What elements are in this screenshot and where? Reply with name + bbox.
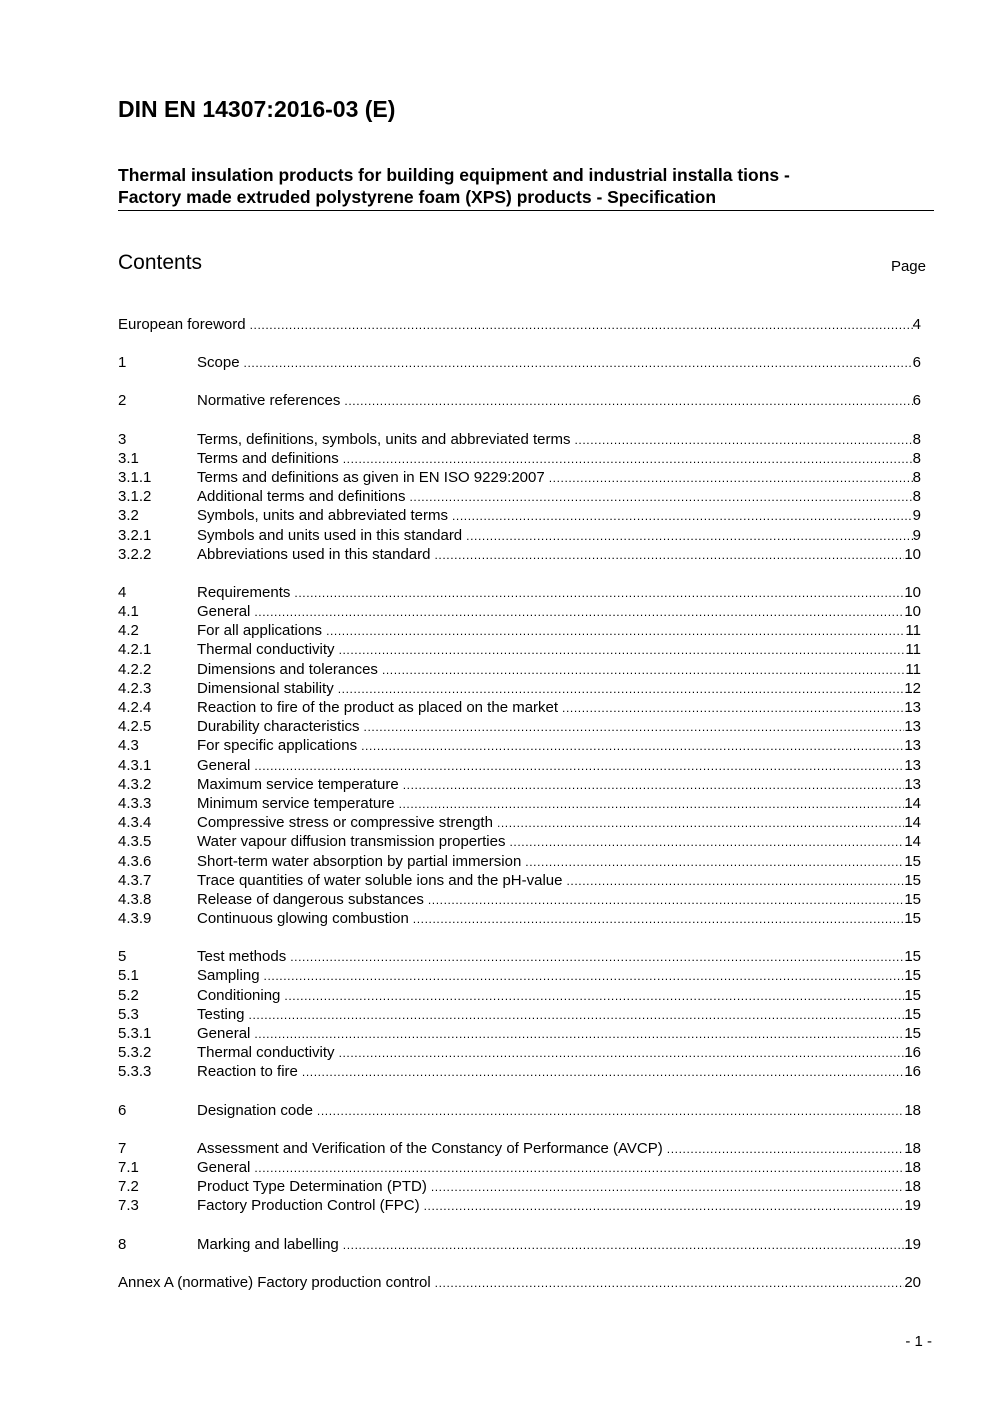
toc-entry-page: 8 <box>912 468 921 486</box>
toc-entry-title: Additional terms and definitions <box>197 488 406 506</box>
toc-dot-leader <box>250 316 913 335</box>
toc-entry[interactable] <box>118 430 921 449</box>
toc-entry[interactable] <box>118 449 921 468</box>
toc-entry-number: 3.2.1 <box>118 526 152 544</box>
contents-heading: Contents <box>118 251 203 274</box>
toc-dot-leader <box>509 833 904 852</box>
toc-entry[interactable] <box>118 1196 921 1215</box>
toc-entry-number: 4.2.1 <box>118 641 152 659</box>
toc-entry-title: Designation code <box>197 1101 313 1119</box>
toc-entry-page: 13 <box>904 737 921 755</box>
page-number: - 1 - <box>905 1333 932 1350</box>
toc-entry[interactable] <box>118 717 921 736</box>
toc-dot-leader <box>339 1044 905 1063</box>
toc-entry-title: Reaction to fire <box>197 1063 298 1081</box>
subtitle-line-1: Thermal insulation products for building equipment and industrial installa tions - <box>118 165 790 185</box>
toc-entry-page: 11 <box>905 622 921 640</box>
toc-dot-leader <box>403 776 905 795</box>
toc-dot-leader <box>435 1274 905 1293</box>
toc-entry[interactable] <box>118 966 921 985</box>
toc-entry[interactable] <box>118 1235 921 1254</box>
toc-dot-leader <box>452 507 913 526</box>
toc-entry-title: Requirements <box>197 583 291 601</box>
toc-entry[interactable] <box>118 545 921 564</box>
toc-entry-page: 13 <box>904 756 921 774</box>
toc-dot-leader <box>244 354 913 373</box>
toc-entry[interactable] <box>118 947 921 966</box>
toc-entry-title: Scope <box>197 354 240 372</box>
toc-entry-page: 15 <box>904 910 921 928</box>
toc-entry-page: 14 <box>904 833 921 851</box>
toc-entry-number: 4.3.5 <box>118 833 152 851</box>
toc-entry[interactable] <box>118 621 921 640</box>
toc-entry[interactable] <box>118 640 921 659</box>
toc-dot-leader <box>361 737 904 756</box>
toc-entry-title: General <box>197 603 251 621</box>
toc-entry-page: 16 <box>904 1063 921 1081</box>
toc-entry-page: 9 <box>912 526 921 544</box>
toc-entry-number: 4.3.1 <box>118 756 152 774</box>
toc-entry-page: 11 <box>905 660 921 678</box>
toc-entry-page: 9 <box>912 507 921 525</box>
toc-entry-title: Marking and labelling <box>197 1235 339 1253</box>
toc-entry-page: 15 <box>904 967 921 985</box>
toc-entry-title: Assessment and Verification of the Constancy of Performance (AVCP) <box>197 1139 663 1157</box>
page-column-label: Page <box>890 258 926 275</box>
toc-entry-number: 4.3.3 <box>118 794 152 812</box>
toc-entry[interactable] <box>118 756 921 775</box>
toc-entry-page: 10 <box>904 583 921 601</box>
toc-entry-page: 8 <box>912 430 921 448</box>
toc-entry-page: 13 <box>904 699 921 716</box>
toc-entry-title: Symbols and units used in this standard <box>197 526 463 544</box>
toc-entry-page: 15 <box>904 890 921 908</box>
toc-entry-number: 7 <box>118 1139 127 1157</box>
toc-dot-leader <box>434 546 904 565</box>
toc-entry[interactable] <box>118 1158 921 1177</box>
toc-entry-title: Normative references <box>197 392 341 410</box>
toc-dot-leader <box>428 891 904 910</box>
toc-entry-number: 5.2 <box>118 986 139 1004</box>
toc-entry[interactable] <box>118 353 921 372</box>
toc-entry[interactable] <box>118 1101 921 1120</box>
toc-dot-leader <box>254 1025 904 1044</box>
toc-entry-number: 4.2.5 <box>118 718 152 736</box>
toc-entry-title: General <box>197 1158 251 1176</box>
toc-entry-number: 4.3.4 <box>118 814 152 832</box>
toc-dot-leader <box>364 718 905 737</box>
toc-entry-title: Reaction to fire of the product as placed on the market <box>197 699 559 716</box>
toc-entry-title: Water vapour diffusion transmission properties <box>197 833 506 851</box>
toc-entry-number: 4.2.2 <box>118 660 152 678</box>
toc-entry[interactable] <box>118 391 921 410</box>
toc-entry-title: Short-term water absorption by partial immersion <box>197 852 522 870</box>
toc-dot-leader <box>549 469 913 488</box>
toc-entry-number: 4.3 <box>118 737 139 755</box>
toc-entry-number: 4.3.8 <box>118 890 152 908</box>
toc-entry-page: 13 <box>904 775 921 793</box>
toc-entry-page: 19 <box>904 1235 921 1253</box>
toc-entry-page: 6 <box>912 354 921 372</box>
toc-entry-number: 3.1.2 <box>118 488 152 506</box>
toc-entry-page: 18 <box>904 1139 921 1157</box>
toc-entry-title: Terms and definitions as given in EN ISO 9229:2007 <box>197 468 545 486</box>
toc-entry-title: Trace quantities of water soluble ions and the pH-value <box>197 871 563 889</box>
toc-entry[interactable] <box>118 890 921 909</box>
toc-entry-page: 15 <box>904 852 921 870</box>
toc-entry[interactable] <box>118 602 921 621</box>
toc-entry-title: Terms, definitions, symbols, units and abbreviated terms <box>197 430 571 448</box>
toc-entry[interactable] <box>118 986 921 1005</box>
toc-entry-title: Terms and definitions <box>197 449 339 467</box>
toc-entry[interactable] <box>118 679 921 698</box>
toc-dot-leader <box>284 987 904 1006</box>
toc-entry[interactable] <box>118 1273 921 1292</box>
toc-entry-page: 18 <box>904 1178 921 1196</box>
toc-entry-page: 14 <box>904 794 921 812</box>
toc-entry-number: 5.3 <box>118 1005 139 1023</box>
document-title: DIN EN 14307:2016-03 (E) <box>118 96 396 122</box>
toc-entry-title: Symbols, units and abbreviated terms <box>197 507 448 525</box>
toc-entry-number: 4 <box>118 583 127 601</box>
toc-entry-number: 5 <box>118 948 127 966</box>
toc-entry[interactable] <box>118 487 921 506</box>
toc-entry-title: General <box>197 756 251 774</box>
toc-dot-leader <box>302 1063 904 1082</box>
toc-dot-leader <box>339 641 906 660</box>
toc-entry-title: Maximum service temperature <box>197 775 399 793</box>
toc-entry-title: Factory Production Control (FPC) <box>197 1197 420 1215</box>
toc-entry[interactable] <box>118 871 921 890</box>
toc-dot-leader <box>254 603 904 622</box>
toc-entry-number: 5.3.2 <box>118 1044 152 1062</box>
toc-dot-leader <box>466 527 913 546</box>
toc-entry[interactable] <box>118 736 921 755</box>
toc-dot-leader <box>431 1178 905 1197</box>
toc-entry-page: 19 <box>904 1197 921 1215</box>
toc-entry-number: 4.2 <box>118 622 139 640</box>
toc-dot-leader <box>254 1159 904 1178</box>
toc-entry-number: 6 <box>118 1101 127 1119</box>
toc-dot-leader <box>343 450 913 469</box>
toc-entry[interactable] <box>118 698 921 717</box>
toc-entry[interactable] <box>118 583 921 602</box>
toc-entry-number: 4.3.2 <box>118 775 152 793</box>
toc-entry[interactable] <box>118 909 921 928</box>
toc-entry[interactable] <box>118 832 921 851</box>
toc-entry-page: 15 <box>904 1005 921 1023</box>
document-subtitle <box>118 164 918 208</box>
toc-entry-title: Minimum service temperature <box>197 794 395 812</box>
toc-entry-page: 8 <box>912 449 921 467</box>
toc-entry-page: 15 <box>904 871 921 889</box>
toc-dot-leader <box>497 814 904 833</box>
toc-entry-page: 15 <box>904 948 921 966</box>
toc-entry[interactable] <box>118 1139 921 1158</box>
toc-entry[interactable] <box>118 1177 921 1196</box>
toc-dot-leader <box>290 948 904 967</box>
toc-entry-page: 10 <box>904 603 921 621</box>
toc-entry-number: 8 <box>118 1235 127 1253</box>
toc-dot-leader <box>575 431 913 450</box>
toc-dot-leader <box>317 1102 904 1121</box>
toc-entry-title: Dimensions and tolerances <box>197 660 378 678</box>
toc-dot-leader <box>399 795 905 814</box>
toc-entry-page: 11 <box>905 641 921 659</box>
toc-entry[interactable] <box>118 1043 921 1062</box>
toc-entry-number: 7.1 <box>118 1158 139 1176</box>
toc-entry-title: Continuous glowing combustion <box>197 910 409 928</box>
toc-entry-title: European foreword <box>118 316 246 333</box>
toc-entry-number: 5.1 <box>118 967 139 985</box>
toc-entry[interactable] <box>118 1024 921 1043</box>
toc-entry[interactable] <box>118 660 921 679</box>
toc-entry-page: 14 <box>904 814 921 832</box>
toc-entry[interactable] <box>118 468 921 487</box>
toc-entry-number: 3.1 <box>118 449 139 467</box>
toc-entry-title: Testing <box>197 1005 245 1023</box>
toc-entry-page: 15 <box>904 1025 921 1042</box>
toc-entry-title: Test methods <box>197 948 287 966</box>
toc-entry-number: 4.3.6 <box>118 852 152 870</box>
toc-entry-number: 4.3.9 <box>118 910 152 928</box>
toc-entry-title: Thermal conductivity <box>197 1044 335 1062</box>
toc-entry-title: Compressive stress or compressive strength <box>197 814 493 832</box>
toc-entry-number: 2 <box>118 392 127 410</box>
toc-entry-title: For specific applications <box>197 737 358 755</box>
toc-entry-number: 5.3.3 <box>118 1063 152 1081</box>
toc-entry-page: 13 <box>904 718 921 736</box>
toc-entry-number: 4.2.4 <box>118 699 152 716</box>
toc-entry-title: Durability characteristics <box>197 718 360 736</box>
toc-entry-title: Release of dangerous substances <box>197 890 424 908</box>
toc-entry-title: Annex A (normative) Factory production control <box>118 1273 431 1291</box>
toc-entry-number: 5.3.1 <box>118 1025 152 1042</box>
toc-entry-title: General <box>197 1025 251 1042</box>
toc-dot-leader <box>343 1236 905 1255</box>
toc-entry-page: 8 <box>912 488 921 506</box>
toc-entry-number: 4.1 <box>118 603 139 621</box>
toc-entry[interactable] <box>118 794 921 813</box>
toc-dot-leader <box>424 1197 905 1216</box>
toc-dot-leader <box>525 853 904 872</box>
toc-entry-number: 4.2.3 <box>118 679 152 697</box>
toc-dot-leader <box>344 392 912 411</box>
toc-entry-number: 7.3 <box>118 1197 139 1215</box>
toc-entry[interactable] <box>118 775 921 794</box>
toc-entry[interactable] <box>118 315 921 334</box>
toc-dot-leader <box>409 488 912 507</box>
toc-entry[interactable] <box>118 852 921 871</box>
toc-dot-leader <box>562 699 904 718</box>
toc-entry-page: 4 <box>912 316 921 333</box>
subtitle-line-2: Factory made extruded polystyrene foam (XPS) products - Specification <box>118 187 717 207</box>
toc-entry-page: 12 <box>904 679 921 697</box>
toc-entry-number: 3.2 <box>118 507 139 525</box>
toc-entry-number: 3.1.1 <box>118 468 152 486</box>
toc-entry-page: 15 <box>904 986 921 1004</box>
toc-dot-leader <box>294 584 904 603</box>
toc-entry-number: 4.3.7 <box>118 871 152 889</box>
toc-entry-title: Dimensional stability <box>197 679 334 697</box>
toc-entry[interactable] <box>118 1062 921 1081</box>
toc-entry-page: 20 <box>904 1273 921 1291</box>
toc-dot-leader <box>338 680 905 699</box>
toc-entry-title: Sampling <box>197 967 260 985</box>
toc-entry-number: 1 <box>118 354 127 372</box>
toc-entry-title: For all applications <box>197 622 323 640</box>
toc-dot-leader <box>254 757 904 776</box>
toc-dot-leader <box>667 1140 905 1159</box>
toc-entry[interactable] <box>118 813 921 832</box>
toc-entry-page: 10 <box>904 545 921 563</box>
toc-entry-number: 7.2 <box>118 1178 139 1196</box>
toc-dot-leader <box>567 872 905 891</box>
toc-entry[interactable] <box>118 1005 921 1024</box>
toc-dot-leader <box>413 910 905 929</box>
toc-entry-title: Thermal conductivity <box>197 641 335 659</box>
table-of-contents <box>118 315 921 1292</box>
toc-entry-number: 3.2.2 <box>118 545 152 563</box>
toc-dot-leader <box>382 661 905 680</box>
toc-entry-page: 18 <box>904 1101 921 1119</box>
toc-entry-page: 16 <box>904 1044 921 1062</box>
toc-entry-page: 6 <box>912 392 921 410</box>
toc-entry-title: Abbreviations used in this standard <box>197 545 431 563</box>
toc-entry-page: 18 <box>904 1158 921 1176</box>
toc-entry-number: 3 <box>118 430 127 448</box>
toc-entry-title: Conditioning <box>197 986 281 1004</box>
toc-dot-leader <box>264 967 905 986</box>
toc-entry-title: Product Type Determination (PTD) <box>197 1178 427 1196</box>
title-divider <box>118 210 934 211</box>
toc-dot-leader <box>249 1006 905 1025</box>
toc-dot-leader <box>326 622 905 641</box>
toc-entry[interactable] <box>118 506 921 525</box>
toc-entry[interactable] <box>118 526 921 545</box>
